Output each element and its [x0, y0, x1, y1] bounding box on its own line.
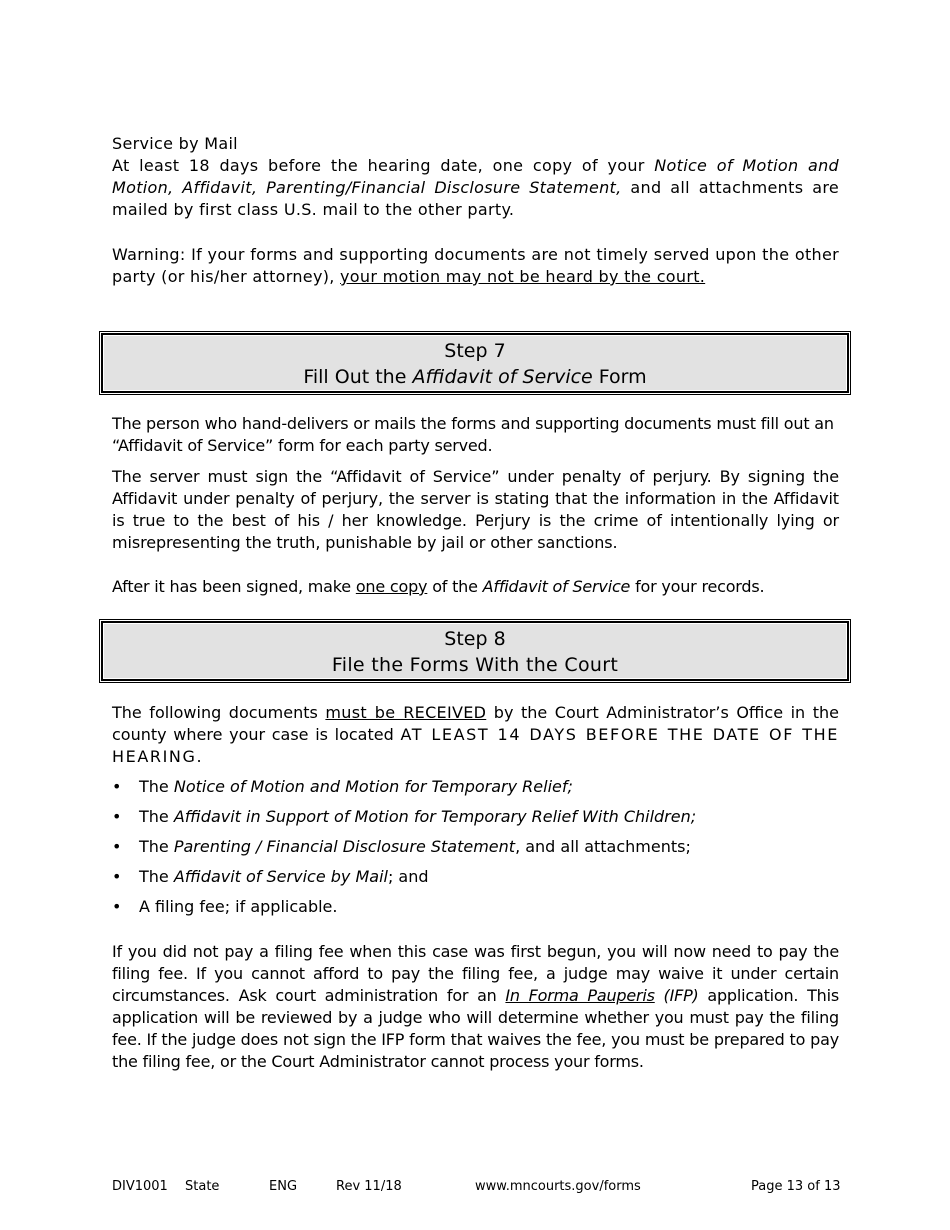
- step-7-paragraph-1: The person who hand-delivers or mails the forms and supporting documents must fill out an “Affidavit of Service” form for each party served.: [112, 414, 834, 455]
- footer-revision: Rev 11/18: [336, 1179, 402, 1194]
- service-warning: Warning: If your forms and supporting documents are not timely served upon the other party (or his/her attorney), your motion may not be heard by the court.: [112, 245, 839, 286]
- footer-language: ENG: [269, 1179, 298, 1194]
- step-8-number: Step 8: [444, 628, 506, 650]
- list-item: • The Notice of Motion and Motion for Temporary Relief;: [112, 776, 839, 798]
- step-7-paragraph-2: The server must sign the “Affidavit of Service” under penalty of perjury. By signing the Affidavit under penalty of perjury, the server is stating that the information in the Affidavit is true to the best of his / her knowledge. Perjury is the crime of intentionally lying or misrepresenting the truth, punishable by jail or other sanctions.: [112, 467, 839, 552]
- step-8-title: File the Forms With the Court: [331, 654, 619, 676]
- footer-form-id: DIV1001: [112, 1179, 168, 1194]
- one-copy-underlined: one copy: [355, 577, 428, 596]
- list-item: • The Affidavit in Support of Motion for Temporary Relief With Children;: [112, 806, 839, 828]
- service-by-mail-paragraph: At least 18 days before the hearing date, one copy of your Notice of Motion and Motion, Affidavit, Parenting/Financial Disclosure Statement, and all attachments are mailed by first class U.S. mail to the other party.: [112, 156, 839, 219]
- must-be-received-underlined: must be RECEIVED: [325, 703, 487, 722]
- step-8-document-list: [112, 776, 839, 926]
- list-item: • A filing fee; if applicable.: [112, 896, 839, 918]
- filing-fee-paragraph: If you did not pay a filing fee when this case was first begun, you will now need to pay the filing fee. If you cannot afford to pay the filing fee, a judge may waive it under certain circumstances. Ask court administration for an In Forma Pauperis (IFP) application. This application will be reviewed by a judge who will determine whether you must pay the filing fee. If the judge does not sign the IFP form that waives the fee, you must be prepared to pay the filing fee, or the Court Administrator cannot process your forms.: [112, 942, 839, 1071]
- step-7-title: Fill Out the Affidavit of Service Form: [303, 366, 647, 388]
- step-8-header: [101, 621, 849, 681]
- service-by-mail-heading: Service by Mail: [112, 134, 238, 153]
- step-7-number: Step 7: [444, 340, 506, 362]
- list-item: • The Parenting / Financial Disclosure Statement, and all attachments;: [112, 836, 839, 858]
- footer-url: www.mncourts.gov/forms: [475, 1179, 641, 1194]
- footer-state: State: [185, 1179, 220, 1194]
- list-item: • The Affidavit of Service by Mail; and: [112, 866, 839, 888]
- step-7-header: [101, 333, 849, 393]
- ifp-underlined: In Forma Pauperis: [505, 986, 655, 1005]
- deadline-caps: AT LEAST 14 DAYS BEFORE THE DATE OF THE HEARING.: [112, 725, 839, 766]
- warning-underlined-text: your motion may not be heard by the court.: [340, 267, 706, 286]
- step-8-intro: The following documents must be RECEIVED by the Court Administrator’s Office in the county where your case is located AT LEAST 14 DAYS BEFORE THE DATE OF THE HEARING.: [112, 703, 839, 766]
- service-by-mail-section: [112, 133, 839, 221]
- step-7-paragraph-3: After it has been signed, make one copy of the Affidavit of Service for your records.: [112, 577, 765, 596]
- footer-page-number: Page 13 of 13: [751, 1179, 841, 1194]
